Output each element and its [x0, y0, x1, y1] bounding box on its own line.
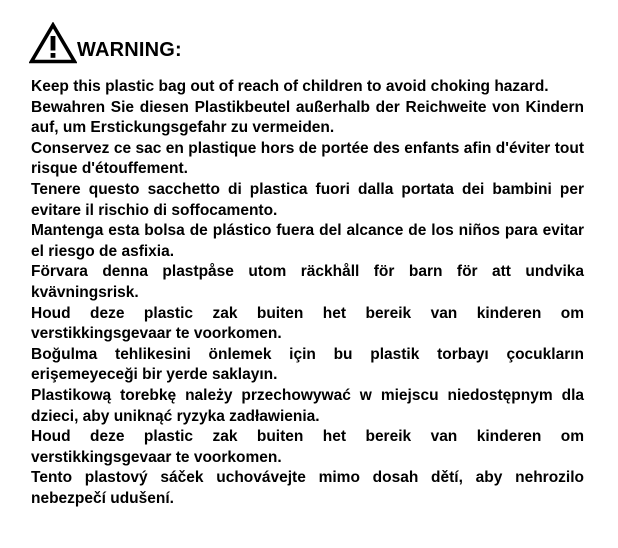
warning-text-fr: Conservez ce sac en plastique hors de portée des enfants afin d'éviter tout risque d'étouffement.: [31, 139, 584, 178]
warning-text-block: [31, 77, 584, 509]
warning-text-en: Keep this plastic bag out of reach of children to avoid choking hazard.: [31, 78, 549, 95]
warning-text-nl-repeat: Houd deze plastic zak buiten het bereik van kinderen om verstikkingsgevaar te voorkomen.: [31, 428, 584, 466]
warning-text-pl: Plastikową torebkę należy przechowywać w miejscu niedostępnym dla dzieci, aby uniknąć ryzyka zadławienia.: [31, 386, 584, 425]
warning-text-sv: Förvara denna plastpåse utom räckhåll för barn för att undvika kvävningsrisk.: [31, 263, 584, 301]
warning-header: [29, 16, 182, 64]
warning-text-it: Tenere questo sacchetto di plastica fuori dalla portata dei bambini per evitare il rischio di soffocamento.: [31, 180, 584, 219]
warning-title: WARNING:: [77, 39, 182, 61]
warning-triangle-icon: [29, 22, 77, 64]
warning-text-nl: Houd deze plastic zak buiten het bereik van kinderen om verstikkingsgevaar te voorkomen.: [31, 304, 584, 343]
warning-text-tr: Boğulma tehlikesini önlemek için bu plastik torbayı çocukların erişemeyeceği bir yerde saklayın.: [31, 345, 584, 384]
warning-text-de: Bewahren Sie diesen Plastikbeutel außerhalb der Reichweite von Kindern auf, um Erstickungsgefahr zu vermeiden.: [31, 98, 584, 137]
warning-text-cs: Tento plastový sáček uchovávejte mimo dosah dětí, aby nehrozilo nebezpečí udušení.: [31, 469, 584, 507]
warning-text-es: Mantenga esta bolsa de plástico fuera del alcance de los niños para evitar el riesgo de asfixia.: [31, 222, 584, 260]
